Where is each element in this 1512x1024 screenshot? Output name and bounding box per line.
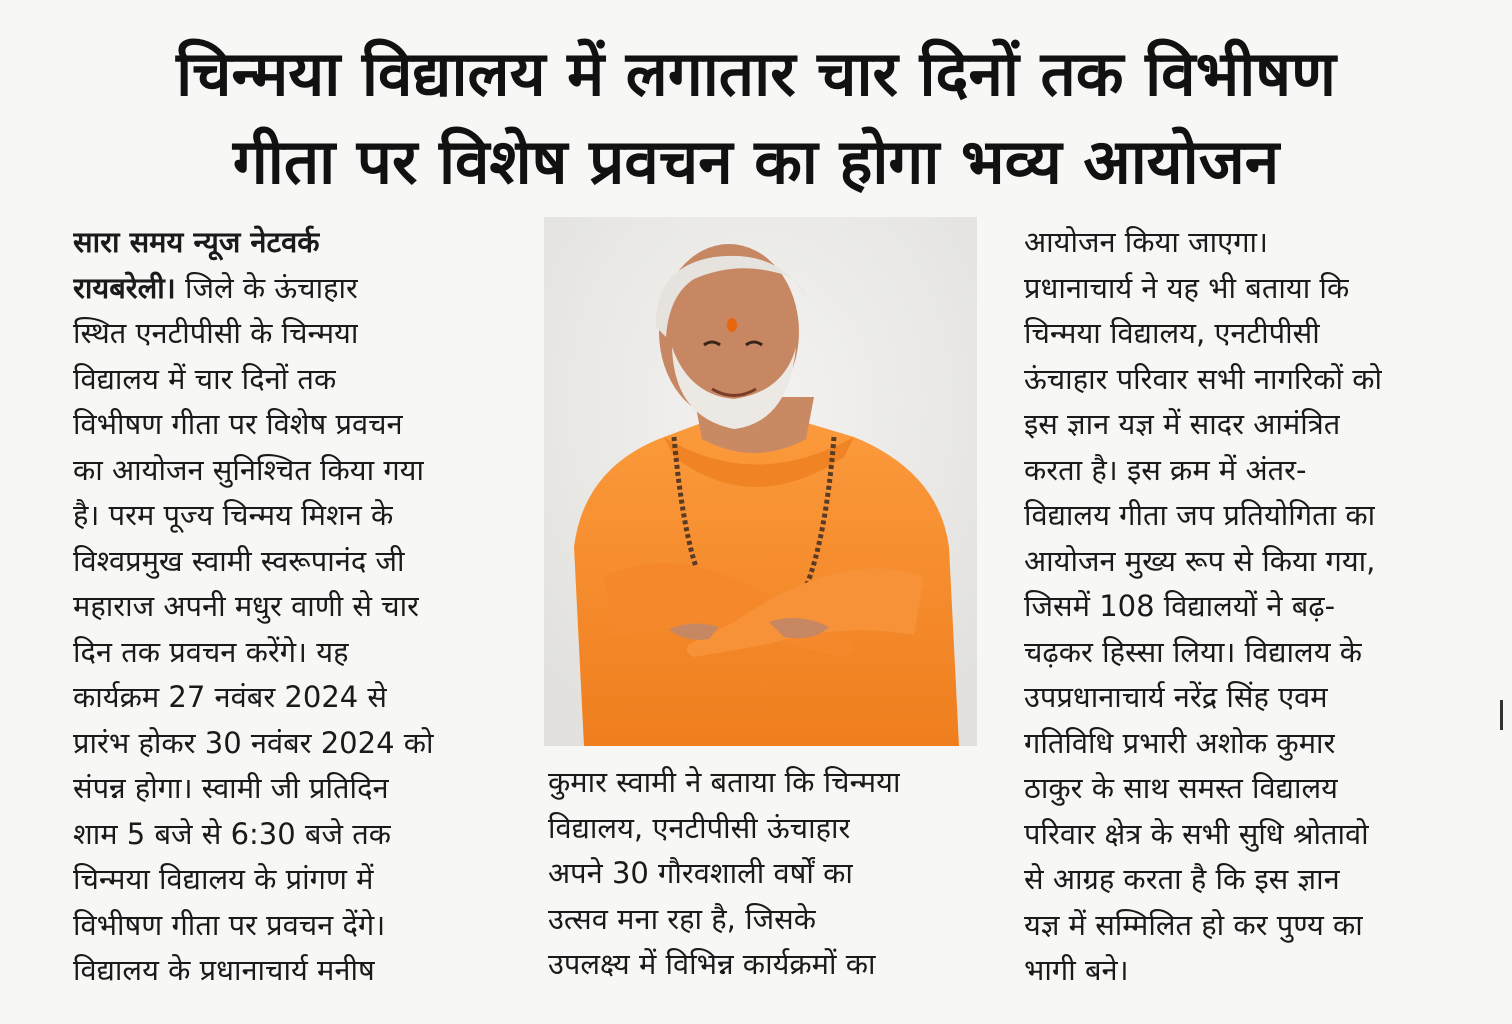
- column1-line: का आयोजन सुनिश्चित किया गया: [73, 452, 425, 487]
- byline: सारा समय न्यूज नेटवर्क: [73, 225, 320, 259]
- column2-line: कुमार स्वामी ने बताया कि चिन्मया: [548, 765, 901, 799]
- column3-line: परिवार क्षेत्र के सभी सुधि श्रोतावो: [1024, 816, 1369, 851]
- column2-line: उत्सव मना रहा है, जिसके: [548, 901, 817, 936]
- column1-line: विभीषण गीता पर विशेष प्रवचन: [73, 407, 403, 441]
- article-column-3: [1024, 220, 1450, 987]
- article-column-2: [548, 760, 974, 990]
- column1-line: संपन्न होगा। स्वामी जी प्रतिदिन: [73, 771, 389, 805]
- column2-line: अपने 30 गौरवशाली वर्षों का: [548, 856, 853, 890]
- column3-line: उपप्रधानाचार्य नरेंद्र सिंह एवम: [1024, 680, 1328, 714]
- column1-line: [73, 266, 358, 310]
- column2-line: विद्यालय, एनटीपीसी ऊंचाहार: [548, 810, 851, 845]
- column1-line: कार्यक्रम 27 नवंबर 2024 से: [73, 680, 388, 714]
- column1-line: महाराज अपनी मधुर वाणी से चार: [73, 589, 420, 623]
- column1-line: प्रारंभ होकर 30 नवंबर 2024 को: [73, 725, 434, 760]
- dateline: रायबरेली।: [73, 270, 176, 305]
- column3-line: आयोजन किया जाएगा।: [1024, 225, 1269, 259]
- column3-line: चढ़कर हिस्सा लिया। विद्यालय के: [1024, 634, 1363, 669]
- column1-line: शाम 5 बजे से 6:30 बजे तक: [73, 816, 392, 851]
- column3-line: से आग्रह करता है कि इस ज्ञान: [1024, 862, 1340, 896]
- column1-line-text: जिले के ऊंचाहार: [175, 270, 358, 305]
- column1-line: चिन्मया विद्यालय के प्रांगण में: [73, 862, 374, 896]
- column1-line: विश्वप्रमुख स्वामी स्वरूपानंद जी: [73, 543, 405, 578]
- swami-photo: [544, 217, 977, 746]
- headline-line-1: चिन्मया विद्यालय में लगातार चार दिनों तक विभीषण: [176, 37, 1336, 110]
- column3-line: प्रधानाचार्य ने यह भी बताया कि: [1024, 270, 1350, 305]
- adjacent-column-edge: [1500, 700, 1503, 730]
- column3-line: चिन्मया विद्यालय, एनटीपीसी: [1024, 316, 1320, 350]
- column3-line: यज्ञ में सम्मिलित हो कर पुण्य का: [1024, 907, 1363, 942]
- column3-line: ठाकुर के साथ समस्त विद्यालय: [1024, 771, 1338, 805]
- column1-line: स्थित एनटीपीसी के चिन्मया: [73, 316, 359, 350]
- column1-line: विभीषण गीता पर प्रवचन देंगे।: [73, 907, 386, 942]
- column2-line: उपलक्ष्य में विभिन्न कार्यक्रमों का: [548, 947, 876, 981]
- column1-line: विद्यालय के प्रधानाचार्य मनीष: [73, 953, 375, 987]
- column3-line: गतिविधि प्रभारी अशोक कुमार: [1024, 725, 1336, 760]
- column3-line: इस ज्ञान यज्ञ में सादर आमंत्रित: [1024, 407, 1341, 441]
- column3-line: भागी बने।: [1024, 953, 1129, 987]
- column3-line: आयोजन मुख्य रूप से किया गया,: [1024, 543, 1376, 578]
- article-column-1: [73, 220, 499, 987]
- column1-line: विद्यालय में चार दिनों तक: [73, 361, 337, 396]
- headline-line-2: गीता पर विशेष प्रवचन का होगा भव्य आयोजन: [232, 125, 1280, 198]
- column3-line: ऊंचाहार परिवार सभी नागरिकों को: [1024, 361, 1383, 396]
- column3-line: करता है। इस क्रम में अंतर-: [1024, 452, 1307, 487]
- column1-line: दिन तक प्रवचन करेंगे। यह: [73, 634, 349, 669]
- column1-line: है। परम पूज्य चिन्मय मिशन के: [73, 498, 394, 532]
- column3-line: विद्यालय गीता जप प्रतियोगिता का: [1024, 498, 1376, 532]
- column3-line: जिसमें 108 विद्यालयों ने बढ़-: [1024, 589, 1336, 623]
